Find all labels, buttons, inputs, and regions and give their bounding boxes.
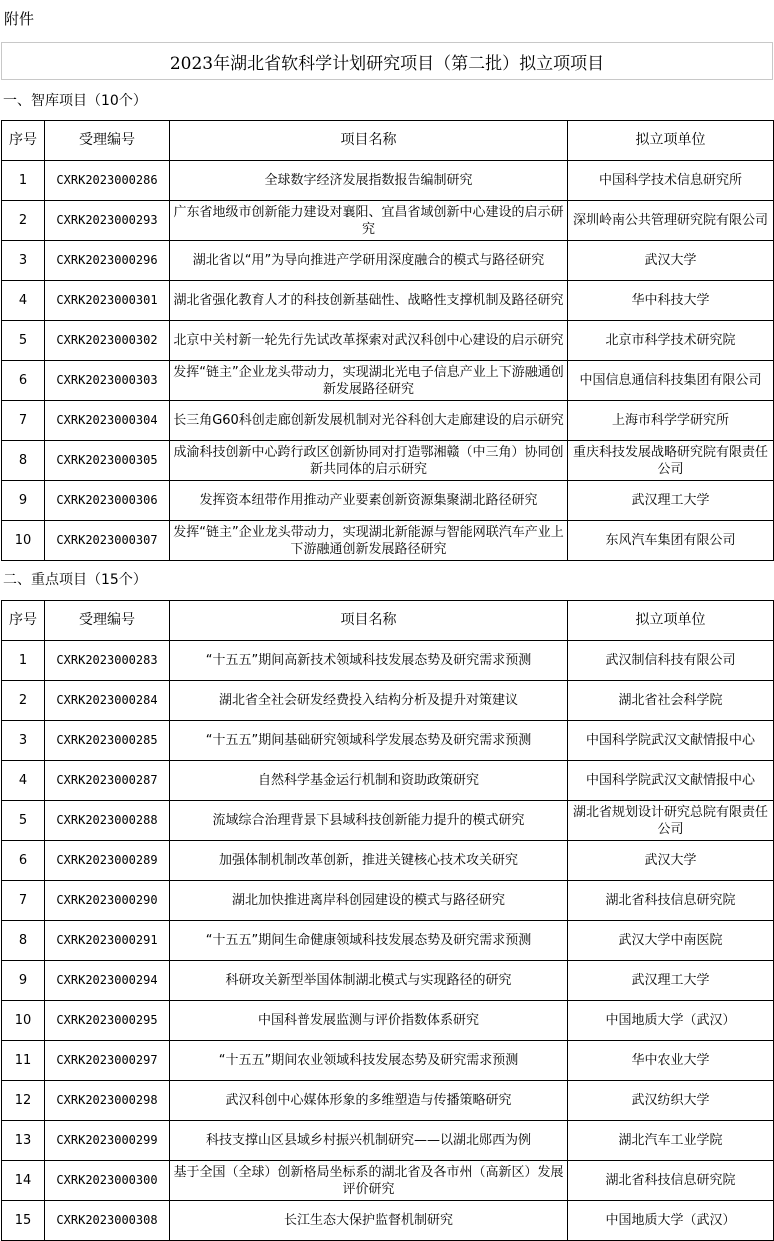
project-name-cell: 发挥“链主”企业龙头带动力，实现湖北新能源与智能网联汽车产业上下游融通创新发展路径研究 (170, 521, 568, 561)
code-cell: CXRK2023000285 (45, 721, 170, 761)
code-cell: CXRK2023000299 (45, 1121, 170, 1161)
table-row (2, 1001, 774, 1041)
project-name-cell: 流域综合治理背景下县域科技创新能力提升的模式研究 (170, 801, 568, 841)
project-name-cell: 成渝科技创新中心跨行政区创新协同对打造鄂湘赣（中三角）协同创新共同体的启示研究 (170, 441, 568, 481)
code-cell: CXRK2023000304 (45, 401, 170, 441)
seq-cell: 3 (2, 721, 45, 761)
code-cell: CXRK2023000300 (45, 1161, 170, 1201)
table-row (2, 801, 774, 841)
unit-cell: 东风汽车集团有限公司 (568, 521, 774, 561)
header-code: 受理编号 (45, 121, 170, 161)
seq-cell: 5 (2, 321, 45, 361)
unit-cell: 武汉理工大学 (568, 481, 774, 521)
table-row (2, 201, 774, 241)
header-unit: 拟立项单位 (568, 121, 774, 161)
unit-cell: 中国地质大学（武汉） (568, 1001, 774, 1041)
unit-cell: 武汉制信科技有限公司 (568, 641, 774, 681)
table-row (2, 441, 774, 481)
table-row (2, 161, 774, 201)
code-cell: CXRK2023000293 (45, 201, 170, 241)
project-name-cell: 基于全国（全球）创新格局坐标系的湖北省及各市州（高新区）发展评价研究 (170, 1161, 568, 1201)
seq-cell: 10 (2, 521, 45, 561)
table-row (2, 1041, 774, 1081)
code-cell: CXRK2023000305 (45, 441, 170, 481)
table-row (2, 841, 774, 881)
unit-cell: 湖北省科技信息研究院 (568, 1161, 774, 1201)
code-cell: CXRK2023000291 (45, 921, 170, 961)
table-row (2, 321, 774, 361)
table-row (2, 1081, 774, 1121)
table-row (2, 401, 774, 441)
unit-cell: 中国地质大学（武汉） (568, 1201, 774, 1241)
project-name-cell: “十五五”期间高新技术领域科技发展态势及研究需求预测 (170, 641, 568, 681)
project-name-cell: 发挥“链主”企业龙头带动力，实现湖北光电子信息产业上下游融通创新发展路径研究 (170, 361, 568, 401)
code-cell: CXRK2023000286 (45, 161, 170, 201)
project-name-cell: 中国科普发展监测与评价指数体系研究 (170, 1001, 568, 1041)
code-cell: CXRK2023000302 (45, 321, 170, 361)
seq-cell: 8 (2, 441, 45, 481)
unit-cell: 深圳岭南公共管理研究院有限公司 (568, 201, 774, 241)
seq-cell: 12 (2, 1081, 45, 1121)
table-row (2, 481, 774, 521)
seq-cell: 4 (2, 281, 45, 321)
project-name-cell: 湖北省强化教育人才的科技创新基础性、战略性支撑机制及路径研究 (170, 281, 568, 321)
unit-cell: 华中科技大学 (568, 281, 774, 321)
header-project-name: 项目名称 (170, 601, 568, 641)
unit-cell: 中国信息通信科技集团有限公司 (568, 361, 774, 401)
section-heading-key-projects: 二、重点项目（15个） (3, 572, 147, 588)
page-title: 2023年湖北省软科学计划研究项目（第二批）拟立项项目 (1, 42, 773, 80)
table-row (2, 241, 774, 281)
project-name-cell: “十五五”期间生命健康领域科技发展态势及研究需求预测 (170, 921, 568, 961)
seq-cell: 7 (2, 881, 45, 921)
table-row (2, 1201, 774, 1241)
code-cell: CXRK2023000297 (45, 1041, 170, 1081)
attachment-label: 附件 (4, 10, 35, 28)
project-name-cell: “十五五”期间基础研究领域科学发展态势及研究需求预测 (170, 721, 568, 761)
unit-cell: 重庆科技发展战略研究院有限责任公司 (568, 441, 774, 481)
code-cell: CXRK2023000287 (45, 761, 170, 801)
code-cell: CXRK2023000308 (45, 1201, 170, 1241)
table-row (2, 1161, 774, 1201)
code-cell: CXRK2023000283 (45, 641, 170, 681)
seq-cell: 6 (2, 841, 45, 881)
table-row (2, 761, 774, 801)
unit-cell: 湖北省社会科学院 (568, 681, 774, 721)
seq-cell: 2 (2, 681, 45, 721)
project-name-cell: 科技支撑山区县域乡村振兴机制研究——以湖北郧西为例 (170, 1121, 568, 1161)
seq-cell: 2 (2, 201, 45, 241)
seq-cell: 8 (2, 921, 45, 961)
unit-cell: 湖北省规划设计研究总院有限责任公司 (568, 801, 774, 841)
seq-cell: 1 (2, 161, 45, 201)
seq-cell: 5 (2, 801, 45, 841)
project-name-cell: 湖北省以“用”为导向推进产学研用深度融合的模式与路径研究 (170, 241, 568, 281)
table-row (2, 281, 774, 321)
table-row (2, 881, 774, 921)
project-name-cell: 长三角G60科创走廊创新发展机制对光谷科创大走廊建设的启示研究 (170, 401, 568, 441)
project-name-cell: 全球数字经济发展指数报告编制研究 (170, 161, 568, 201)
unit-cell: 武汉大学中南医院 (568, 921, 774, 961)
code-cell: CXRK2023000298 (45, 1081, 170, 1121)
unit-cell: 华中农业大学 (568, 1041, 774, 1081)
code-cell: CXRK2023000307 (45, 521, 170, 561)
unit-cell: 上海市科学学研究所 (568, 401, 774, 441)
code-cell: CXRK2023000289 (45, 841, 170, 881)
code-cell: CXRK2023000301 (45, 281, 170, 321)
header-code: 受理编号 (45, 601, 170, 641)
project-name-cell: 广东省地级市创新能力建设对襄阳、宜昌省域创新中心建设的启示研究 (170, 201, 568, 241)
seq-cell: 9 (2, 961, 45, 1001)
table-row (2, 921, 774, 961)
project-name-cell: 湖北省全社会研发经费投入结构分析及提升对策建议 (170, 681, 568, 721)
think-tank-projects-table (1, 120, 774, 561)
header-project-name: 项目名称 (170, 121, 568, 161)
table-row (2, 361, 774, 401)
project-name-cell: 武汉科创中心媒体形象的多维塑造与传播策略研究 (170, 1081, 568, 1121)
project-name-cell: 发挥资本纽带作用推动产业要素创新资源集聚湖北路径研究 (170, 481, 568, 521)
header-seq: 序号 (2, 121, 45, 161)
seq-cell: 9 (2, 481, 45, 521)
seq-cell: 11 (2, 1041, 45, 1081)
table-row (2, 641, 774, 681)
unit-cell: 北京市科学技术研究院 (568, 321, 774, 361)
project-name-cell: 加强体制机制改革创新，推进关键核心技术攻关研究 (170, 841, 568, 881)
header-unit: 拟立项单位 (568, 601, 774, 641)
project-name-cell: “十五五”期间农业领域科技发展态势及研究需求预测 (170, 1041, 568, 1081)
code-cell: CXRK2023000288 (45, 801, 170, 841)
seq-cell: 13 (2, 1121, 45, 1161)
seq-cell: 4 (2, 761, 45, 801)
table-row (2, 681, 774, 721)
seq-cell: 10 (2, 1001, 45, 1041)
seq-cell: 15 (2, 1201, 45, 1241)
code-cell: CXRK2023000290 (45, 881, 170, 921)
unit-cell: 武汉大学 (568, 841, 774, 881)
table-row (2, 521, 774, 561)
unit-cell: 中国科学院武汉文献情报中心 (568, 761, 774, 801)
seq-cell: 7 (2, 401, 45, 441)
unit-cell: 湖北省科技信息研究院 (568, 881, 774, 921)
table-row (2, 961, 774, 1001)
project-name-cell: 北京中关村新一轮先行先试改革探索对武汉科创中心建设的启示研究 (170, 321, 568, 361)
code-cell: CXRK2023000294 (45, 961, 170, 1001)
header-seq: 序号 (2, 601, 45, 641)
seq-cell: 1 (2, 641, 45, 681)
unit-cell: 武汉理工大学 (568, 961, 774, 1001)
seq-cell: 3 (2, 241, 45, 281)
code-cell: CXRK2023000295 (45, 1001, 170, 1041)
section-heading-think-tank: 一、智库项目（10个） (3, 93, 147, 109)
unit-cell: 中国科学技术信息研究所 (568, 161, 774, 201)
table-row (2, 721, 774, 761)
unit-cell: 湖北汽车工业学院 (568, 1121, 774, 1161)
project-name-cell: 自然科学基金运行机制和资助政策研究 (170, 761, 568, 801)
seq-cell: 6 (2, 361, 45, 401)
project-name-cell: 长江生态大保护监督机制研究 (170, 1201, 568, 1241)
unit-cell: 中国科学院武汉文献情报中心 (568, 721, 774, 761)
code-cell: CXRK2023000303 (45, 361, 170, 401)
key-projects-table (1, 600, 774, 1241)
code-cell: CXRK2023000296 (45, 241, 170, 281)
unit-cell: 武汉大学 (568, 241, 774, 281)
table-row (2, 1121, 774, 1161)
unit-cell: 武汉纺织大学 (568, 1081, 774, 1121)
project-name-cell: 科研攻关新型举国体制湖北模式与实现路径的研究 (170, 961, 568, 1001)
project-name-cell: 湖北加快推进离岸科创园建设的模式与路径研究 (170, 881, 568, 921)
code-cell: CXRK2023000306 (45, 481, 170, 521)
seq-cell: 14 (2, 1161, 45, 1201)
code-cell: CXRK2023000284 (45, 681, 170, 721)
